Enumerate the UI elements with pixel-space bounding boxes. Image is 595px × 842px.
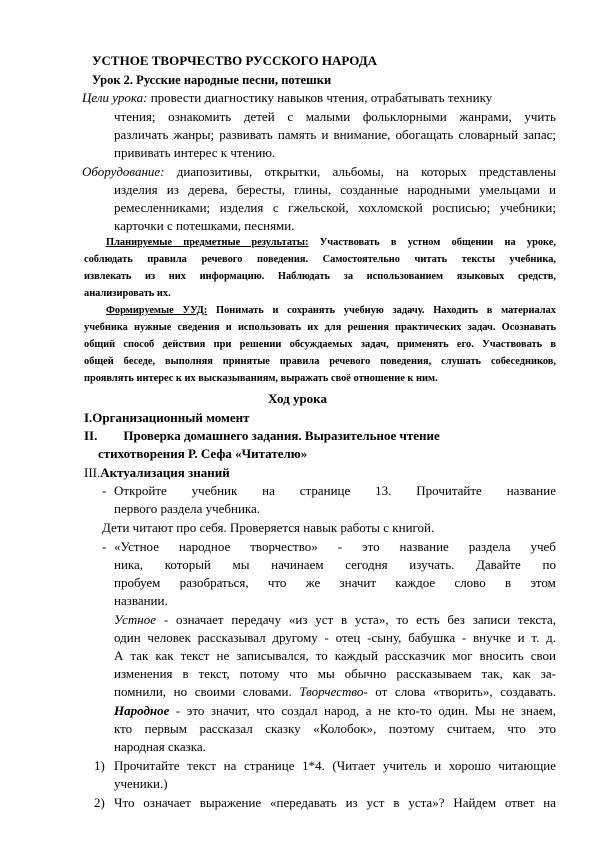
question-2-number: 2) [94,795,105,810]
folk-def-line-2: кто первым рассказал сказку «Колобок», поэтому считаем, что это [114,721,556,736]
item_oral.w-word: творчество» [250,539,318,554]
item_oral.w-word: «Устное [114,539,159,554]
equipment-line-3: ремесленниками; изделия с гжельской, хохломской росписью; учебники; [114,200,556,215]
uud-line-3: общий способ действия при решении обсуждаемых задач, применять его. Участвовать в [84,339,556,350]
oral-def-line-1 [114,612,556,628]
oral-def-line-4: изменения в текст, потому что мы обычно рассказываем так, как за- [114,666,556,681]
kids-read-note: Дети читают про себя. Проверяется навык работы с книгой. [102,520,435,535]
page-title: УСТНОЕ ТВОРЧЕСТВО РУССКОГО НАРОДА [92,53,378,68]
section-2-text-1: Проверка домашнего задания. Выразительное чтение [123,428,440,443]
item_oral.w3-word: же [305,575,321,590]
goals-line-4: прививать интерес к чтению. [114,145,276,160]
oral-term: Устное [114,612,157,627]
item_open.w-word: Откройте [114,483,167,498]
item_oral.w3-word: в [504,575,512,590]
item_oral.w3-word: слово [454,575,486,590]
item_oral.w2-word: который [164,557,211,572]
creativity-term: Творчество [299,684,364,699]
item-oral-line-4: названии. [114,593,168,608]
item_oral.w-word: раздела [468,539,511,554]
uud-label: Формируемые УУД: [106,305,208,316]
planned-text-1: Участвовать в устном общении на уроке, [319,237,556,248]
folk-term: Народное [114,703,170,718]
uud-line-2: учебника нужные сведения и использовать их для решения практических задач. Осознавать [84,322,556,333]
item_oral.w3-word: пробуем [114,575,161,590]
oral-def-text-5b: - от слова «творить», создавать. [363,684,557,699]
planned-line-2: соблюдать правила речевого поведения. Самостоятельно читать тексты учебника, [84,254,556,265]
section-1-heading: I.Организационный момент [84,410,250,425]
item_oral.w-word: - [337,539,343,554]
lesson-title: Урок 2. Русские народные песни, потешки [92,73,332,87]
uud-line-4: общей беседе, выполняя принятые правила речевого поведения, слушать собеседников, [84,356,556,367]
item_oral.w2-word: ника, [114,557,144,572]
item_oral.w3-word: этом [530,575,556,590]
item-open-dash: - [102,483,107,498]
item_oral.w-word: учеб [530,539,556,554]
item-oral-line-3 [114,575,556,591]
item_oral.w2-word: по [542,557,556,572]
section-2-heading [84,428,440,444]
planned-line-4: анализировать их. [84,288,171,299]
course-heading: Ход урока [268,391,327,406]
oral-def-line-2: один человек рассказывал другому - отец -сыну, бабушка - внучке и т. д. [114,630,556,645]
item_oral.w2-word: сегодня [345,557,388,572]
item_oral.w3-word: значит [339,575,377,590]
planned-line-3: извлекать из них информацию. Наблюдать за использованием языковых средств, [84,271,556,282]
item_open.w-word: 13. [375,483,392,498]
goals-line-1 [82,90,556,106]
section-2-line-2: стихотворения Р. Сефа «Читателю» [98,446,308,461]
planned-label: Планируемые предметные результаты: [106,237,309,248]
item_oral.w-word: это [361,539,380,554]
question-1-number: 1) [94,758,105,773]
item_oral.w2-word: изучать. [409,557,455,572]
item-oral-dash: - [102,539,107,554]
item_open.w-word: на [262,483,275,498]
item_oral.w3-word: что [267,575,287,590]
oral-def-text-1: - означает передачу «из уст в уста», то есть без записи текста, [156,612,556,627]
item_oral.w2-word: Давайте [476,557,521,572]
equipment-line-4: карточки с потешками, песнями. [114,218,295,233]
item_oral.w3-word: разобраться, [179,575,249,590]
equipment-text-1: диапозитивы, открытки, альбомы, на которых представлены [176,164,557,179]
item_open.w-word: Прочитайте [416,483,482,498]
item_oral.w-word: название [399,539,449,554]
question-2-line-1: Что означает выражение «передавать из уст в уста»? Найдем ответ на [114,795,556,810]
section-3-text: Актуализация знаний [100,465,230,480]
planned-line-1 [106,236,556,250]
equipment-line-1 [82,164,556,180]
item-open-line-2: первого раздела учебника. [114,501,261,516]
folk-def-line-3: народная сказка. [114,739,206,754]
equipment-label: Оборудование: [82,164,165,179]
item_oral.w3-word: каждое [395,575,436,590]
equipment-line-2: изделия из дерева, бересты, глины, созданные народными умельцами и [114,182,556,197]
question-1-line-2: ученики.) [114,776,168,791]
goals-label: Цели урока: [82,90,148,105]
oral-def-line-3: А так как текст не записывался, то каждый рассказчик мог вносить свои [114,648,556,663]
section-2-number: II. [84,428,98,443]
uud-line-5: проявлять интерес к их высказываниям, выражать своё отношение к ним. [84,373,438,384]
section-3-heading [84,465,230,481]
item-open-line-1 [114,483,556,499]
section-3-number: III. [84,465,101,480]
oral-def-line-5 [114,684,556,700]
goals-text-1: провести диагностику навыков чтения, отрабатывать технику [150,90,493,105]
uud-text-1: Понимать и сохранять учебную задачу. Находить в материалах [215,305,556,316]
item_open.w-word: учебник [191,483,238,498]
item-oral-line-2 [114,557,556,573]
uud-line-1 [106,304,556,318]
item_open.w-word: странице [299,483,351,498]
goals-line-2: чтения; ознакомить детей с малыми фольклорными жанрами, учить [114,109,556,124]
item_oral.w-word: народное [178,539,231,554]
oral-def-text-5a: помнили, но своими словами. [114,684,292,699]
item_open.w-word: название [506,483,556,498]
item_oral.w2-word: мы [232,557,250,572]
item-oral-line-1 [114,539,556,555]
item_oral.w2-word: начинаем [271,557,324,572]
folk-def-text-1: - это значит, что создал народ, а не кто-то один. Мы не знаем, [169,703,556,718]
question-1-line-1: Прочитайте текст на странице 1*4. (Читает учитель и хорошо читающие [114,758,556,773]
folk-def-line-1 [114,703,556,719]
goals-line-3: различать жанры; развивать память и внимание, обогащать словарный запас; [114,127,556,142]
